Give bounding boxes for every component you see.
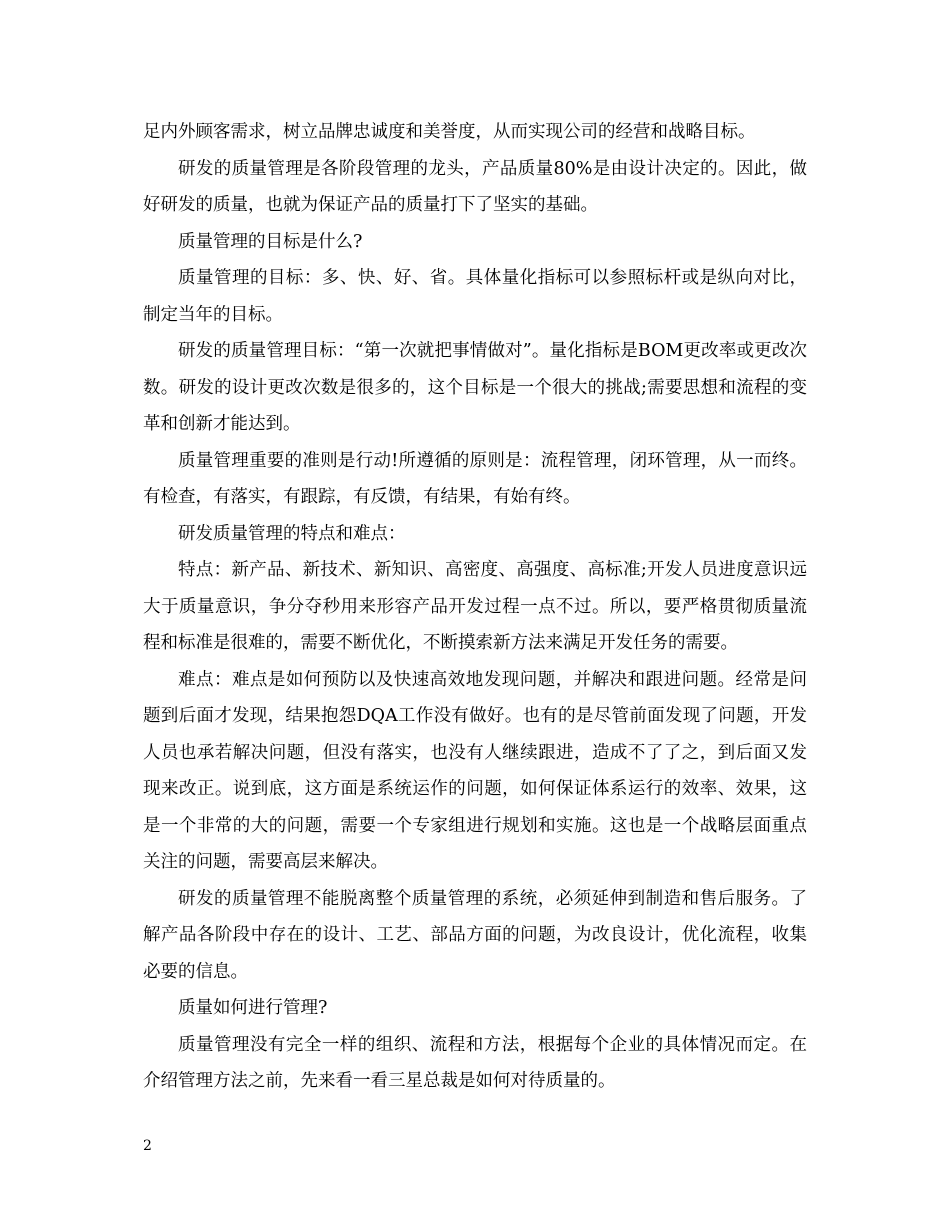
paragraph: 特点：新产品、新技术、新知识、高密度、高强度、高标准;开发人员进度意识远大于质量意识，争分夺秒用来形容产品开发过程一点不过。所以，要严格贯彻质量流程和标准是很难的，需要不断优化，不断摸索新方法来满足开发任务的需要。 xyxy=(143,560,807,653)
section-question: 质量管理的目标是什么? xyxy=(178,231,363,252)
paragraph: 质量管理没有完全一样的组织、流程和方法，根据每个企业的具体情况而定。在介绍管理方法之前，先来看一看三星总裁是如何对待质量的。 xyxy=(143,1034,807,1091)
section-heading: 研发质量管理的特点和难点： xyxy=(178,523,406,544)
paragraph: 研发的质量管理不能脱离整个质量管理的系统，必须延伸到制造和售后服务。了解产品各阶段中存在的设计、工艺、部品方面的问题，为改良设计，优化流程，收集必要的信息。 xyxy=(143,888,807,982)
paragraph: 质量管理的目标：多、快、好、省。具体量化指标可以参照标杆或是纵向对比，制定当年的目标。 xyxy=(143,268,807,325)
paragraph: 研发的质量管理目标：“第一次就把事情做对”。量化指标是BOM更改率或更改次数。研发的设计更改次数是很多的，这个目标是一个很大的挑战;需要思想和流程的变革和创新才能达到。 xyxy=(143,341,807,434)
paragraph: 足内外顾客需求，树立品牌忠诚度和美誉度，从而实现公司的经营和战略目标。 xyxy=(143,122,756,142)
section-question: 质量如何进行管理? xyxy=(178,998,328,1018)
paragraph: 研发的质量管理是各阶段管理的龙头，产品质量80%是由设计决定的。因此，做好研发的质量，也就为保证产品的质量打下了坚实的基础。 xyxy=(143,158,807,215)
document-body xyxy=(143,114,807,1100)
paragraph: 难点：难点是如何预防以及快速高效地发现问题，并解决和跟进问题。经常是问题到后面才发现，结果抱怨DQA工作没有做好。也有的是尽管前面发现了问题，开发人员也承若解决问题，但没有落实，也没有人继续跟进，造成不了了之，到后面又发现来改正。说到底，这方面是系统运作的问题，如何保证体系运行的效率、效果，这是一个非常的大的问题，需要一个专家组进行规划和实施。这也是一个战略层面重点关注的问题，需要高层来解决。 xyxy=(143,669,807,872)
paragraph: 质量管理重要的准则是行动!所遵循的原则是：流程管理，闭环管理，从一而终。有检查，有落实，有跟踪，有反馈，有结果，有始有终。 xyxy=(143,450,807,507)
page-number: 2 xyxy=(143,1138,152,1154)
